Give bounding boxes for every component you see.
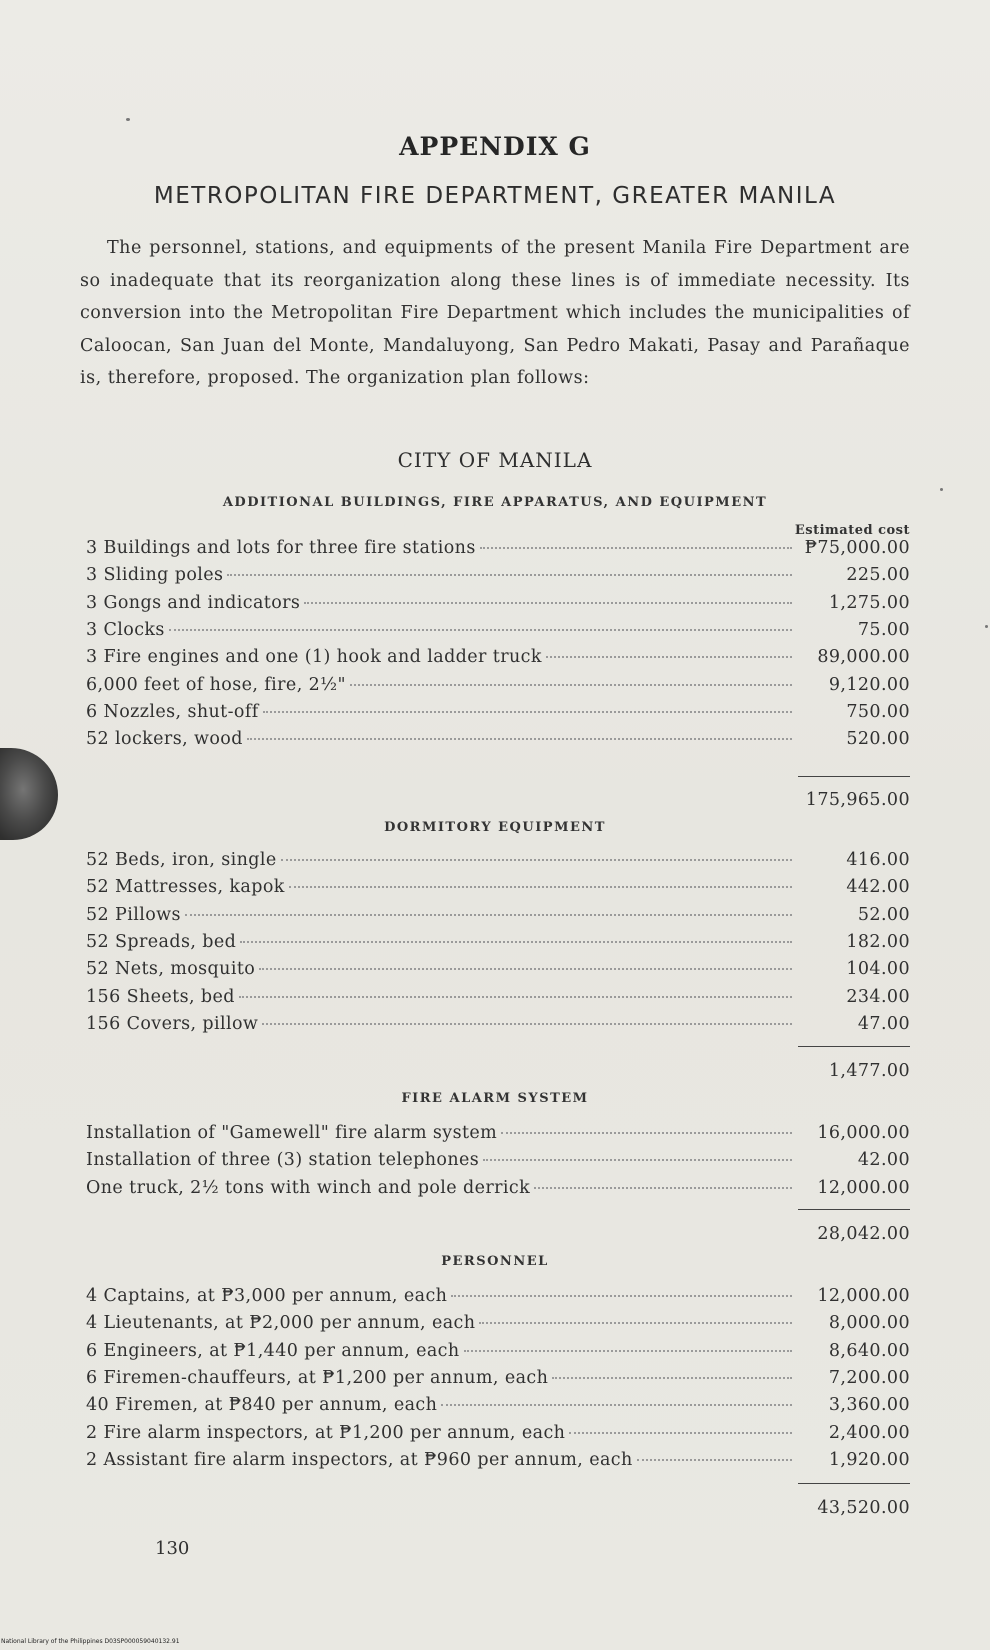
item-label: 3 Clocks [86,619,165,640]
item-amount: 234.00 [846,986,910,1007]
item-label: 6,000 feet of hose, fire, 2½" [86,674,346,695]
cost-row [86,1341,910,1368]
dot-leader [552,1376,792,1379]
item-amount: 2,400.00 [828,1422,910,1443]
item-label: Installation of "Gamewell" fire alarm system [86,1123,498,1143]
cost-row [86,1423,910,1450]
city-heading: CITY OF MANILA [397,448,593,472]
item-label: 2 Assistant fire alarm inspectors, at ₱960 per annum, each [86,1449,633,1470]
item-label: 3 Fire engines and one (1) hook and ladder truck [86,647,542,668]
dot-leader [289,885,792,888]
item-label: 156 Covers, pillow [86,1013,259,1034]
cost-row [86,565,910,592]
item-amount: 47.00 [857,1013,910,1034]
cost-row [86,1014,910,1041]
dot-leader [546,655,792,658]
subtotal-rule [798,1483,910,1484]
cost-row [86,905,910,932]
item-label: Installation of three (3) station telephones [86,1150,480,1171]
dot-leader [259,967,792,970]
dot-leader [480,546,792,549]
dot-leader [501,1131,792,1134]
dot-leader [169,628,792,631]
item-amount: 16,000.00 [817,1123,910,1143]
item-amount: 182.00 [846,931,910,952]
item-label: 3 Gongs and indicators [86,592,301,613]
cost-row [86,729,910,756]
dot-leader [240,940,792,943]
document-subheading: METROPOLITAN FIRE DEPARTMENT, GREATER MANILA [153,183,837,209]
dot-leader [637,1458,792,1461]
dot-leader [263,710,792,713]
item-amount: 8,640.00 [828,1340,910,1361]
item-label: 52 Beds, iron, single [86,850,277,870]
item-amount: 104.00 [846,959,910,980]
item-amount: 42.00 [857,1150,910,1171]
item-amount: 75.00 [857,619,910,640]
item-amount: 1,275.00 [828,592,910,613]
dot-leader [247,737,792,740]
cost-row [86,850,910,877]
cost-row [86,1150,910,1177]
section-title: ADDITIONAL BUILDINGS, FIRE APPARATUS, AND EQUIPMENT [222,495,768,510]
dot-leader [451,1294,792,1297]
item-label: 52 lockers, wood [86,729,243,750]
cost-row [86,538,910,565]
subtotal-rule [798,776,910,777]
item-label: 52 Nets, mosquito [86,959,256,980]
subtotal-rule [798,1209,910,1210]
library-footer: National Library of the Philippines D03SP000059040132.91 [1,1638,180,1645]
item-label: 6 Engineers, at ₱1,440 per annum, each [86,1340,460,1361]
dot-leader [534,1186,792,1189]
item-amount: 12,000.00 [817,1286,910,1306]
item-amount: 1,920.00 [828,1449,910,1470]
page-number: 130 [155,1538,190,1559]
item-amount: 442.00 [846,877,910,898]
cost-row [86,593,910,620]
item-label: 52 Spreads, bed [86,931,237,952]
dot-leader [227,573,792,576]
item-amount: 7,200.00 [828,1367,910,1388]
cost-row [86,1450,910,1477]
section-total: 1,477.00 [828,1061,910,1081]
cost-row [86,1368,910,1395]
item-label: 6 Firemen-chauffeurs, at ₱1,200 per annum, each [86,1367,549,1388]
cost-row [86,647,910,674]
item-amount: 89,000.00 [817,647,910,668]
dust-speck [940,488,943,491]
dust-speck [985,625,988,628]
cost-row [86,1286,910,1313]
cost-row [86,987,910,1014]
section-title: FIRE ALARM SYSTEM [401,1091,589,1106]
section-title: DORMITORY EQUIPMENT [384,820,606,835]
dot-leader [304,601,792,604]
item-amount: 416.00 [846,850,910,870]
item-label: 4 Captains, at ₱3,000 per annum, each [86,1286,448,1306]
item-amount: 225.00 [846,565,910,586]
item-label: 40 Firemen, at ₱840 per annum, each [86,1395,438,1416]
item-label: One truck, 2½ tons with winch and pole derrick [86,1177,531,1198]
cost-row [86,1313,910,1340]
cost-row [86,932,910,959]
item-label: 6 Nozzles, shut-off [86,701,259,722]
dot-leader [350,683,792,686]
item-label: 4 Lieutenants, at ₱2,000 per annum, each [86,1313,476,1334]
item-label: 156 Sheets, bed [86,986,235,1007]
cost-row [86,1178,910,1205]
dot-leader [464,1349,792,1352]
cost-row [86,702,910,729]
estimated-cost-label: Estimated cost [794,523,910,538]
section-total: 43,520.00 [817,1498,910,1518]
dot-leader [479,1321,792,1324]
item-label: 2 Fire alarm inspectors, at ₱1,200 per annum, each [86,1422,566,1443]
subtotal-rule [798,1046,910,1047]
cost-row [86,959,910,986]
cost-row [86,675,910,702]
dot-leader [262,1022,792,1025]
dot-leader [185,913,792,916]
cost-row [86,1395,910,1422]
item-amount: 3,360.00 [828,1395,910,1416]
cost-row [86,620,910,647]
cost-row [86,1123,910,1150]
item-label: 52 Pillows [86,904,181,925]
dot-leader [483,1158,792,1161]
item-amount: 9,120.00 [828,674,910,695]
section-total: 175,965.00 [805,790,910,810]
item-amount: 8,000.00 [828,1313,910,1334]
cost-row [86,877,910,904]
section-total: 28,042.00 [817,1224,910,1244]
item-amount: 520.00 [846,729,910,750]
item-amount: ₱75,000.00 [804,538,910,558]
dot-leader [569,1431,792,1434]
item-label: 3 Sliding poles [86,565,224,586]
dust-speck [126,118,130,121]
appendix-heading: APPENDIX G [399,132,591,161]
item-label: 3 Buildings and lots for three fire stations [86,538,476,558]
item-label: 52 Mattresses, kapok [86,877,285,898]
dot-leader [281,858,792,861]
item-amount: 52.00 [857,904,910,925]
item-amount: 12,000.00 [817,1177,910,1198]
dot-leader [239,995,792,998]
dot-leader [441,1403,792,1406]
intro-paragraph: The personnel, stations, and equipments of the present Manila Fire Department are so inadequate that its reorganization along these lines is of immediate necessity. Its conversion into the Metropolitan Fire Department which includes the municipalities of Caloocan, San Juan del Monte, Mandaluyong, San Pedro Makati, Pasay and Parañaque is, therefore, proposed. The organization plan follows: [80,238,910,388]
section-title: PERSONNEL [441,1254,549,1269]
item-amount: 750.00 [846,701,910,722]
